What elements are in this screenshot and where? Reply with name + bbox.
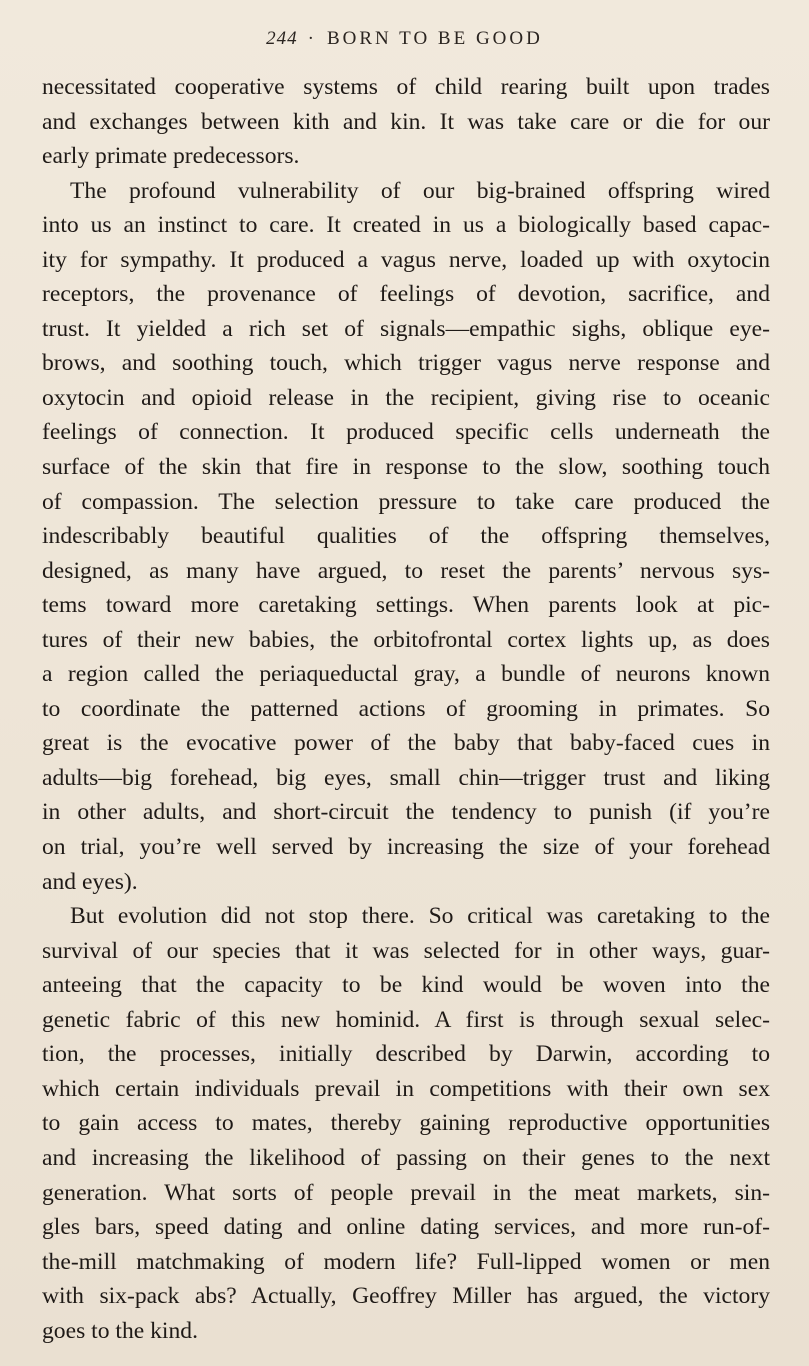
book-title: BORN TO BE GOOD — [326, 28, 543, 49]
text-line: great is the evocative power of the baby that baby-faced cues in — [42, 730, 770, 757]
text-line: tems toward more caretaking settings. When parents look at pic- — [42, 592, 770, 619]
text-line: surface of the skin that fire in response to the slow, soothing touch — [42, 454, 770, 481]
text-line: brows, and soothing touch, which trigger vagus nerve response and — [42, 350, 770, 377]
header-separator: · — [307, 28, 317, 49]
body-text — [42, 70, 770, 1348]
text-line: designed, as many have argued, to reset the parents’ nervous sys- — [42, 557, 770, 584]
text-line: the-mill matchmaking of modern life? Full-lipped women or men — [42, 1248, 770, 1275]
text-line: goes to the kind. — [42, 1317, 198, 1344]
text-line: necessitated cooperative systems of child rearing built upon trades — [42, 74, 770, 100]
text-line: in other adults, and short-circuit the tendency to punish (if you’re — [42, 799, 770, 826]
text-line: to coordinate the patterned actions of grooming in primates. So — [42, 695, 770, 722]
text-line: on trial, you’re well served by increasing the size of your forehead — [42, 834, 770, 861]
text-line: genetic fabric of this new hominid. A first is through sexual selec- — [42, 1006, 770, 1033]
paragraph-1 — [42, 70, 770, 174]
text-line: into us an instinct to care. It created in us a biologically based capac- — [42, 212, 770, 239]
text-line: generation. What sorts of people prevail in the meat markets, sin- — [42, 1179, 770, 1206]
text-line: with six-pack abs? Actually, Geoffrey Miller has argued, the victory — [42, 1283, 770, 1310]
running-head — [0, 28, 809, 50]
text-line: feelings of connection. It produced specific cells underneath the — [42, 419, 770, 446]
text-line: The profound vulnerability of our big-brained offspring wired — [70, 177, 770, 204]
text-line: oxytocin and opioid release in the recipient, giving rise to oceanic — [42, 384, 770, 411]
text-line: indescribably beautiful qualities of the offspring themselves, — [42, 523, 770, 550]
text-line: gles bars, speed dating and online dating services, and more run-of- — [42, 1214, 770, 1241]
text-line: which certain individuals prevail in competitions with their own sex — [42, 1075, 770, 1102]
text-line: adults—big forehead, big eyes, small chin—trigger trust and liking — [42, 764, 770, 791]
text-line: early primate predecessors. — [42, 143, 300, 170]
text-line: tures of their new babies, the orbitofrontal cortex lights up, as does — [42, 626, 770, 653]
text-line: of compassion. The selection pressure to take care produced the — [42, 488, 770, 515]
text-line: and eyes). — [42, 868, 138, 895]
text-line: tion, the processes, initially described by Darwin, according to — [42, 1041, 770, 1068]
text-line: But evolution did not stop there. So critical was caretaking to the — [70, 903, 770, 930]
text-line: ity for sympathy. It produced a vagus nerve, loaded up with oxytocin — [42, 246, 770, 273]
text-line: survival of our species that it was selected for in other ways, guar- — [42, 937, 770, 964]
text-line: to gain access to mates, thereby gaining reproductive opportunities — [42, 1110, 770, 1137]
paragraph-3 — [42, 899, 770, 1348]
text-line: and increasing the likelihood of passing on their genes to the next — [42, 1144, 770, 1171]
paragraph-2 — [42, 174, 770, 899]
page-number: 244 — [266, 28, 298, 49]
text-line: trust. It yielded a rich set of signals—empathic sighs, oblique eye- — [42, 315, 770, 342]
text-line: a region called the periaqueductal gray, a bundle of neurons known — [42, 661, 770, 688]
text-line: receptors, the provenance of feelings of devotion, sacrifice, and — [42, 281, 770, 308]
text-line: and exchanges between kith and kin. It was take care or die for our — [42, 108, 770, 135]
text-line: anteeing that the capacity to be kind would be woven into the — [42, 972, 770, 999]
